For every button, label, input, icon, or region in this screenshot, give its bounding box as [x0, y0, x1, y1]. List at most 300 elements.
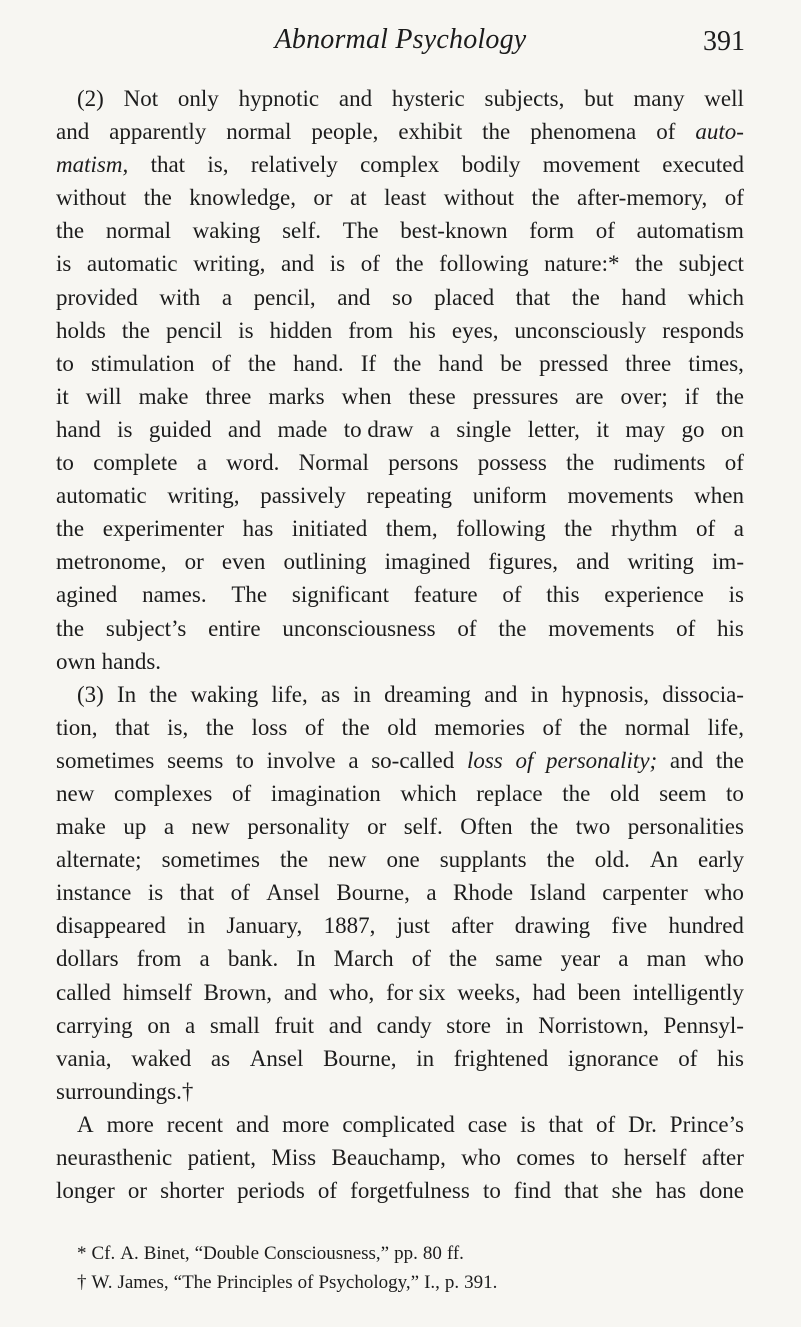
word: unconsciously [514, 317, 647, 343]
word: as [210, 1045, 231, 1071]
word: which [687, 284, 744, 310]
word: to [236, 747, 254, 773]
word: Normal [298, 450, 369, 476]
word: or [313, 185, 333, 211]
word: initiated [291, 516, 368, 542]
word: on [147, 1012, 171, 1038]
word: Often [460, 814, 513, 840]
word: nature:* [544, 251, 620, 277]
word: or [127, 1178, 148, 1204]
word: are [575, 383, 604, 409]
paragraph-automatism [56, 82, 744, 678]
word: best-known [400, 218, 508, 244]
word: In [296, 946, 316, 972]
word: life, [271, 681, 308, 707]
word: Principles [216, 1272, 293, 1293]
word: The [342, 218, 379, 244]
word: replace [476, 780, 543, 806]
word: of [360, 251, 380, 277]
word: well [704, 86, 744, 111]
word: fruit [274, 1012, 315, 1038]
word: Miss [271, 1145, 317, 1170]
word: the [530, 814, 559, 840]
word: is [117, 416, 133, 442]
word: three [625, 350, 672, 376]
word: of [211, 350, 231, 376]
word: significant [291, 582, 389, 608]
word: Cf. [91, 1243, 116, 1264]
text-line [56, 512, 744, 545]
word: the [715, 747, 744, 773]
word: March [333, 946, 394, 972]
word: be [500, 350, 523, 376]
word: it [596, 416, 610, 442]
word: rudiments [613, 450, 706, 476]
word: who [704, 880, 744, 906]
word: possess [477, 450, 547, 476]
word: made [277, 416, 328, 442]
word: form [529, 218, 574, 244]
word: and [328, 1012, 362, 1038]
word: himself [122, 979, 192, 1005]
text-line [56, 148, 744, 181]
word: auto- [695, 119, 744, 145]
word: his [717, 615, 744, 641]
word: of [297, 1272, 314, 1293]
text-line [56, 976, 744, 1009]
word: it [56, 383, 69, 409]
word: the [579, 714, 608, 740]
text-line [56, 810, 744, 843]
text-line [56, 281, 744, 314]
word: a [733, 516, 744, 542]
text-line [56, 1174, 744, 1207]
word: the [395, 251, 424, 277]
word: store [446, 1012, 491, 1038]
word: and [338, 86, 373, 111]
word: when [341, 383, 392, 409]
word: matism, [56, 152, 129, 178]
word: provided [56, 284, 138, 310]
text-line [56, 347, 744, 380]
word: Norristown, [538, 1012, 649, 1038]
word: pressed [539, 350, 609, 376]
word: of [656, 119, 676, 145]
word: three [205, 383, 252, 409]
word: and [227, 416, 262, 442]
text-line [56, 545, 744, 578]
word: up [123, 814, 147, 840]
word: of [696, 516, 716, 542]
word: a [199, 946, 210, 972]
word: exhibit [398, 119, 463, 145]
word: of [542, 714, 562, 740]
word: many [633, 86, 685, 111]
word: If [360, 350, 377, 376]
word: the [571, 284, 600, 310]
word: five [611, 913, 648, 939]
word: been [577, 979, 621, 1005]
word: and [669, 747, 704, 773]
word: early [698, 847, 744, 873]
running-header [0, 20, 801, 66]
word: after [451, 913, 494, 939]
word: done [699, 1178, 744, 1204]
word: metronome, [56, 549, 167, 575]
word: seem [659, 780, 707, 806]
text-line [56, 413, 744, 446]
word: a [426, 880, 437, 906]
word: case [467, 1111, 508, 1137]
word: times, [688, 350, 744, 376]
word: in [416, 1045, 435, 1071]
word: of [457, 615, 477, 641]
word: the [56, 516, 85, 542]
word: and [283, 979, 318, 1005]
word: more [106, 1111, 154, 1137]
word: the [498, 615, 527, 641]
word: and [280, 251, 315, 277]
text-line [56, 1141, 744, 1174]
word: who, [328, 979, 375, 1005]
word: hypnotic [238, 86, 320, 111]
word: uniform [472, 483, 547, 509]
word: Ansel [266, 880, 320, 906]
word: holds [56, 317, 106, 343]
word: has [655, 1178, 687, 1204]
word: new [56, 780, 95, 806]
word: p. [444, 1272, 460, 1293]
text-line [56, 446, 744, 479]
word: waking [192, 218, 261, 244]
word: to [56, 350, 74, 376]
word: im- [712, 549, 744, 575]
word: herself [623, 1145, 687, 1170]
word: who [461, 1145, 501, 1170]
word: Island [529, 880, 586, 906]
word: Dr. [628, 1111, 657, 1137]
word: old. [594, 847, 630, 873]
word: in [353, 681, 372, 707]
word: of [230, 880, 250, 906]
text-line [56, 744, 744, 777]
word: even [221, 549, 266, 575]
word: following [456, 516, 546, 542]
word: the [279, 847, 309, 873]
word: a [221, 284, 233, 310]
word: memories [434, 714, 525, 740]
word: self. [282, 218, 322, 244]
word: two [575, 814, 611, 840]
word: so-called [371, 747, 455, 773]
word: is [56, 251, 72, 277]
word: old [387, 714, 417, 740]
word: the [562, 780, 591, 806]
word: unconsciousness [282, 615, 436, 641]
word: “The [173, 1272, 212, 1293]
text-line [56, 479, 744, 512]
word: a [429, 416, 440, 442]
word: in [505, 1012, 524, 1038]
page-number: 391 [703, 26, 745, 57]
word: these [408, 383, 456, 409]
word: for six [386, 979, 446, 1005]
word: the [393, 350, 422, 376]
word: Prince’s [669, 1111, 744, 1137]
word: dollars [56, 946, 119, 972]
word: dissocia- [662, 681, 744, 707]
word: a [185, 1012, 196, 1038]
word: to draw [343, 416, 414, 442]
word: the [247, 350, 277, 376]
word: In [116, 681, 137, 707]
word: as [320, 681, 341, 707]
word: I., [424, 1272, 440, 1293]
text-line [56, 1009, 744, 1042]
word: of [411, 946, 431, 972]
word: which [400, 780, 457, 806]
word: one [386, 847, 420, 873]
word: the [715, 383, 744, 409]
word: single [456, 416, 512, 442]
word: guided [148, 416, 212, 442]
word: with [159, 284, 201, 310]
word: names. [142, 582, 207, 608]
text-line [56, 578, 744, 611]
word: of [595, 218, 615, 244]
word: of [724, 450, 744, 476]
paragraph-beauchamp-case [56, 1108, 744, 1207]
word: A [77, 1111, 94, 1137]
word: Ansel [249, 1045, 304, 1071]
word: candy [376, 1012, 432, 1038]
text-line [56, 1075, 744, 1108]
word: sometimes [56, 747, 155, 773]
word: year [560, 946, 601, 972]
word: or [184, 549, 204, 575]
word: letter, [527, 416, 580, 442]
word: hand [621, 284, 667, 310]
body-text [56, 82, 744, 1207]
word: seems [167, 747, 224, 773]
word: carrying [56, 1012, 133, 1038]
word: pencil [166, 317, 223, 343]
word: new [328, 847, 367, 873]
word: 391. [464, 1272, 498, 1293]
word: movement [542, 152, 640, 178]
word: longer [56, 1178, 115, 1204]
word: is [520, 1111, 536, 1137]
word: so [392, 284, 413, 310]
word: small [209, 1012, 260, 1038]
word: tion, [56, 714, 98, 740]
text-line [56, 942, 744, 975]
word: movements [548, 615, 655, 641]
word: normal [624, 714, 691, 740]
word: feature [413, 582, 478, 608]
word: that [548, 1111, 584, 1137]
word: is [238, 317, 254, 343]
word: had [532, 979, 566, 1005]
word: people, [311, 119, 379, 145]
word: * [77, 1243, 87, 1264]
word: Rhode [453, 880, 514, 906]
word: involve [266, 747, 336, 773]
word: the [56, 615, 85, 641]
word: Consciousness,” [264, 1243, 390, 1264]
word: make [138, 383, 189, 409]
word: hands. [101, 648, 162, 674]
word: agined [56, 582, 118, 608]
word: hand [56, 416, 101, 442]
word: a [618, 946, 629, 972]
word: 1887, [323, 913, 376, 939]
word: † [77, 1272, 87, 1293]
word: The [231, 582, 268, 608]
word: pressures [472, 383, 559, 409]
word: complicated [342, 1111, 455, 1137]
word: of [515, 747, 534, 773]
text-line [56, 711, 744, 744]
word: hidden [269, 317, 333, 343]
word: over; [620, 383, 668, 409]
word: responds [662, 317, 744, 343]
word: shorter [160, 1178, 224, 1204]
word: least [384, 185, 427, 211]
word: patient, [187, 1145, 256, 1170]
word: (2) [77, 86, 104, 111]
word: the [56, 218, 85, 244]
word: personality; [546, 747, 658, 773]
text-line [56, 380, 744, 413]
text-line [56, 909, 744, 942]
word: is [147, 880, 164, 906]
word: hand [438, 350, 484, 376]
word: or [367, 814, 387, 840]
word: to [726, 780, 744, 806]
word: of [678, 1045, 698, 1071]
word: knowledge, [189, 185, 296, 211]
word: just [396, 913, 430, 939]
word: complete [93, 450, 178, 476]
word: the [149, 681, 178, 707]
word: waked [131, 1045, 192, 1071]
word: is, [207, 152, 229, 178]
word: bank. [227, 946, 279, 972]
word: the [449, 946, 478, 972]
text-line [56, 777, 744, 810]
word: who [704, 946, 744, 972]
text-line [56, 1108, 744, 1141]
word: is [329, 251, 346, 277]
word: hundred [668, 913, 744, 939]
word: of [232, 780, 252, 806]
word: life, [707, 714, 744, 740]
word: the [635, 251, 664, 277]
word: when [694, 483, 744, 509]
word: and [56, 119, 90, 145]
word: old [610, 780, 640, 806]
word: that [150, 152, 186, 178]
word: that [179, 880, 215, 906]
word: experience [604, 582, 704, 608]
word: is, [167, 714, 189, 740]
word: the [546, 847, 575, 873]
text-line [56, 645, 744, 678]
word: a [163, 814, 175, 840]
word: repeating [366, 483, 453, 509]
word: that [564, 1178, 599, 1204]
word: will [85, 383, 122, 409]
word: instance [56, 880, 132, 906]
word: only [177, 86, 219, 111]
word: apparently [109, 119, 207, 145]
text-line [56, 678, 744, 711]
word: to [482, 1178, 501, 1204]
word: this [546, 582, 580, 608]
word: figures, [488, 549, 558, 575]
word: vania, [56, 1045, 112, 1071]
word: to [56, 450, 74, 476]
word: the [564, 516, 593, 542]
word: Brown, [203, 979, 272, 1005]
word: a [348, 747, 359, 773]
word: of [317, 1178, 338, 1204]
word: stimulation [91, 350, 195, 376]
text-line [56, 843, 744, 876]
word: of [724, 185, 744, 211]
word: has [242, 516, 274, 542]
word: writing [627, 549, 694, 575]
word: she [611, 1178, 643, 1204]
word: imagined [384, 549, 471, 575]
word: Pennsyl- [663, 1012, 744, 1038]
word: supplants [439, 847, 527, 873]
word: a [196, 450, 207, 476]
word: word. [226, 450, 280, 476]
word: automatic [86, 251, 178, 277]
word: the [341, 714, 370, 740]
word: that [115, 714, 150, 740]
word: of [595, 1111, 616, 1137]
text-line [56, 1042, 744, 1075]
text-line [56, 181, 744, 214]
word: Binet, [143, 1243, 190, 1264]
word: same [495, 946, 543, 972]
word: automatism [636, 218, 744, 244]
word: alternate; [56, 847, 142, 873]
word: periods [237, 1178, 305, 1204]
word: Bourne, [323, 1045, 397, 1071]
word: surroundings.† [56, 1078, 194, 1104]
word: comes [516, 1145, 576, 1170]
word: Bourne, [336, 880, 410, 906]
running-title: Abnormal Psychology [274, 24, 527, 55]
word: hand. [293, 350, 344, 376]
word: the [205, 714, 234, 740]
text-line [56, 1268, 744, 1297]
word: neurasthenic [56, 1145, 173, 1170]
word: after-memory, [577, 185, 708, 211]
word: (3) [77, 681, 104, 707]
word: the [121, 317, 150, 343]
word: normal [226, 119, 292, 145]
word: following [439, 251, 529, 277]
word: and [484, 681, 518, 707]
word: W. [91, 1272, 113, 1293]
word: sometimes [161, 847, 260, 873]
word: if [684, 383, 699, 409]
